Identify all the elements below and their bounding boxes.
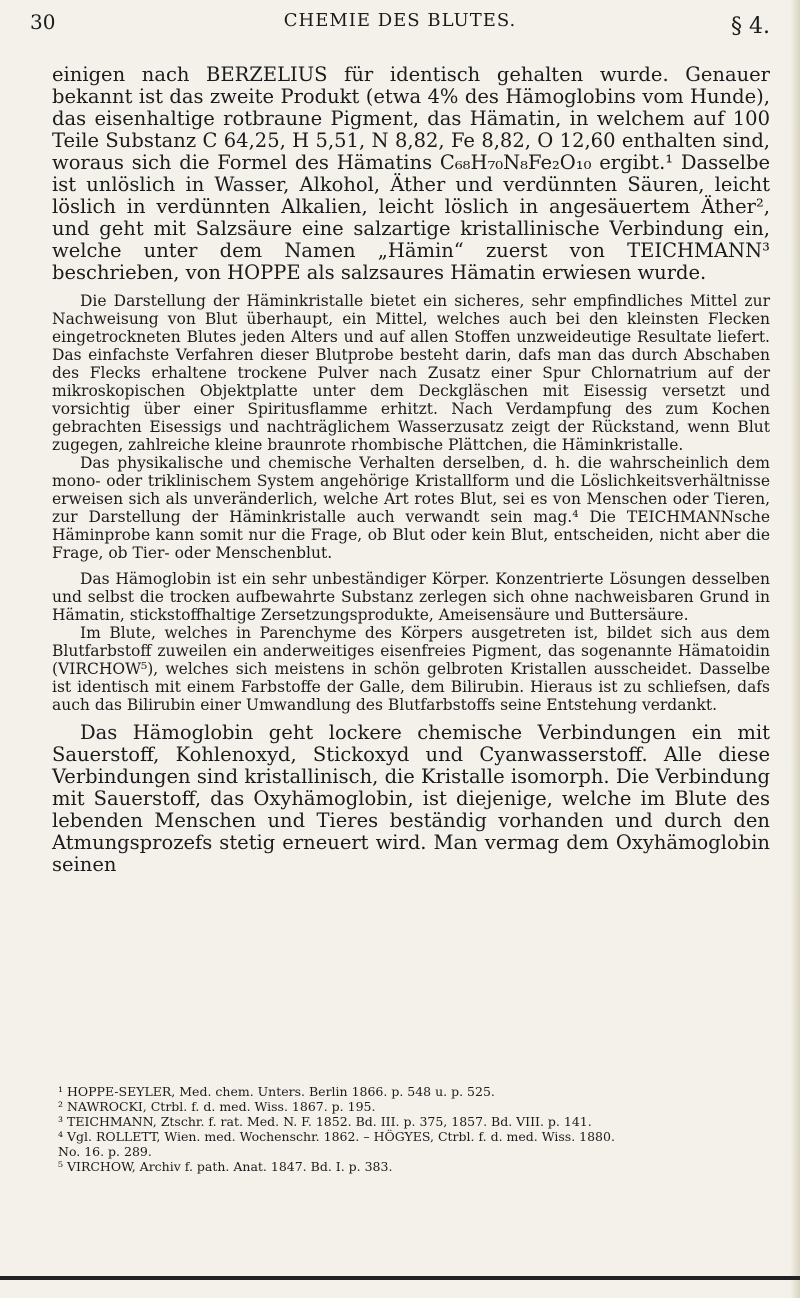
footnote-2: ² NAWROCKI, Ctrbl. f. d. med. Wiss. 1867. p. 195. <box>58 1099 376 1114</box>
paragraph-physical-behaviour: Das physikalische und chemische Verhalten derselben, d. h. die wahrscheinlich dem mono- oder triklinischem System angehörige Kristallform und die Löslichkeitsverhältnisse erweisen sich als unveränderlich, welche Art rotes Blut, sei es von Menschen oder Tieren, zur Darstellung der Häminkristalle auch verwandt sein mag.⁴ Die TEICHMANNsche Häminprobe kann somit nur die Frage, ob Blut oder kein Blut, entscheiden, nicht aber die Frage, ob Tier- oder Menschenblut. <box>52 454 770 562</box>
paragraph-haematin: einigen nach BERZELIUS für identisch gehalten wurde. Genauer bekannt ist das zweite Produkt (etwa 4% des Hämoglobins vom Hunde), das eisenhaltige rotbraune Pigment, das Hämatin, in welchem auf 100 Teile Substanz C 64,25, H 5,51, N 8,82, Fe 8,82, O 12,60 enthalten sind, woraus sich die Formel des Hämatins C₆₈H₇₀N₈Fe₂O₁₀ ergibt.¹ Dasselbe ist unlöslich in Wasser, Alkohol, Äther und verdünnten Säuren, leicht löslich in verdünnten Alkalien, leicht löslich in angesäuertem Äther², und geht mit Salzsäure eine salzartige kristallinische Verbindung ein, welche unter dem Namen „Hämin“ zuerst von TEICHMANN³ beschrieben, von HOPPE als salzsaures Hämatin erwiesen wurde. <box>52 63 770 284</box>
footnote-4: ⁴ Vgl. ROLLETT, Wien. med. Wochenschr. 1862. – HÖGYES, Ctrbl. f. d. med. Wiss. 1880. <box>58 1129 615 1144</box>
running-head: CHEMIE DES BLUTES. <box>283 10 517 31</box>
paragraph-haematoidin: Im Blute, welches in Parenchyme des Körpers ausgetreten ist, bildet sich aus dem Blutfarbstoff zuweilen ein anderweitiges eisenfreies Pigment, das sogenannte Hämatoidin (VIRCHOW⁵), welches sich meistens in schön gelbroten Kristallen ausscheidet. Dasselbe ist identisch mit einem Farbstoffe der Galle, dem Bilirubin. Hieraus ist zu schliefsen, dafs auch das Bilirubin einer Umwandlung des Blutfarbstoffs seine Entstehung verdankt. <box>52 624 770 714</box>
footnotes <box>58 1084 770 1174</box>
footnote-1: ¹ HOPPE-SEYLER, Med. chem. Unters. Berlin 1866. p. 548 u. p. 525. <box>58 1084 495 1099</box>
paragraph-compounds: Das Hämoglobin geht lockere chemische Verbindungen ein mit Sauerstoff, Kohlenoxyd, Stickoxyd und Cyanwasserstoff. Alle diese Verbindungen sind kristallinisch, die Kristalle isomorph. Die Verbindung mit Sauerstoff, das Oxyhämoglobin, ist diejenige, welche im Blute des lebenden Menschen und Tieres beständig vorhanden und durch den Atmungsprozefs stetig erneuert wird. Man vermag dem Oxyhämoglobin seinen <box>52 721 770 876</box>
footnote-4-continued: No. 16. p. 289. <box>58 1144 152 1159</box>
body-text <box>52 64 770 876</box>
page-header <box>30 0 770 40</box>
page-edge-shadow <box>790 0 800 1298</box>
section-mark: § 4. <box>731 14 770 39</box>
paragraph-haemin-crystals: Die Darstellung der Häminkristalle bietet ein sicheres, sehr empfindliches Mittel zur Nachweisung von Blut überhaupt, ein Mittel, welches auch bei den kleinsten Flecken eingetrockneten Blutes jeden Alters und auf allen Stoffen unzweideutige Resultate liefert. Das einfachste Verfahren dieser Blutprobe besteht darin, dafs man das durch Abschaben des Flecks erhaltene trockene Pulver nach Zusatz einer Spur Chlornatrium auf der mikroskopischen Objektplatte unter dem Deckgläschen mit Eisessig versetzt und vorsichtig über einer Spiritusflamme erhitzt. Nach Verdampfung des zum Kochen gebrachten Eisessigs und nachträglichem Wasserzusatz zeigt der Rückstand, wenn Blut zugegen, zahlreiche kleine braunrote rhombische Plättchen, die Häminkristalle. <box>52 292 770 454</box>
paragraph-instability: Das Hämoglobin ist ein sehr unbeständiger Körper. Konzentrierte Lösungen desselben und selbst die trocken aufbewahrte Substanz zerlegen sich ohne nachweisbaren Grund in Hämatin, stickstoffhaltige Zersetzungsprodukte, Ameisensäure und Buttersäure. <box>52 570 770 624</box>
bottom-edge-rule <box>0 1276 800 1280</box>
footnote-5: ⁵ VIRCHOW, Archiv f. path. Anat. 1847. Bd. I. p. 383. <box>58 1159 393 1174</box>
footnote-3: ³ TEICHMANN, Ztschr. f. rat. Med. N. F. 1852. Bd. III. p. 375, 1857. Bd. VIII. p. 141. <box>58 1114 592 1129</box>
page-number: 30 <box>30 10 56 34</box>
